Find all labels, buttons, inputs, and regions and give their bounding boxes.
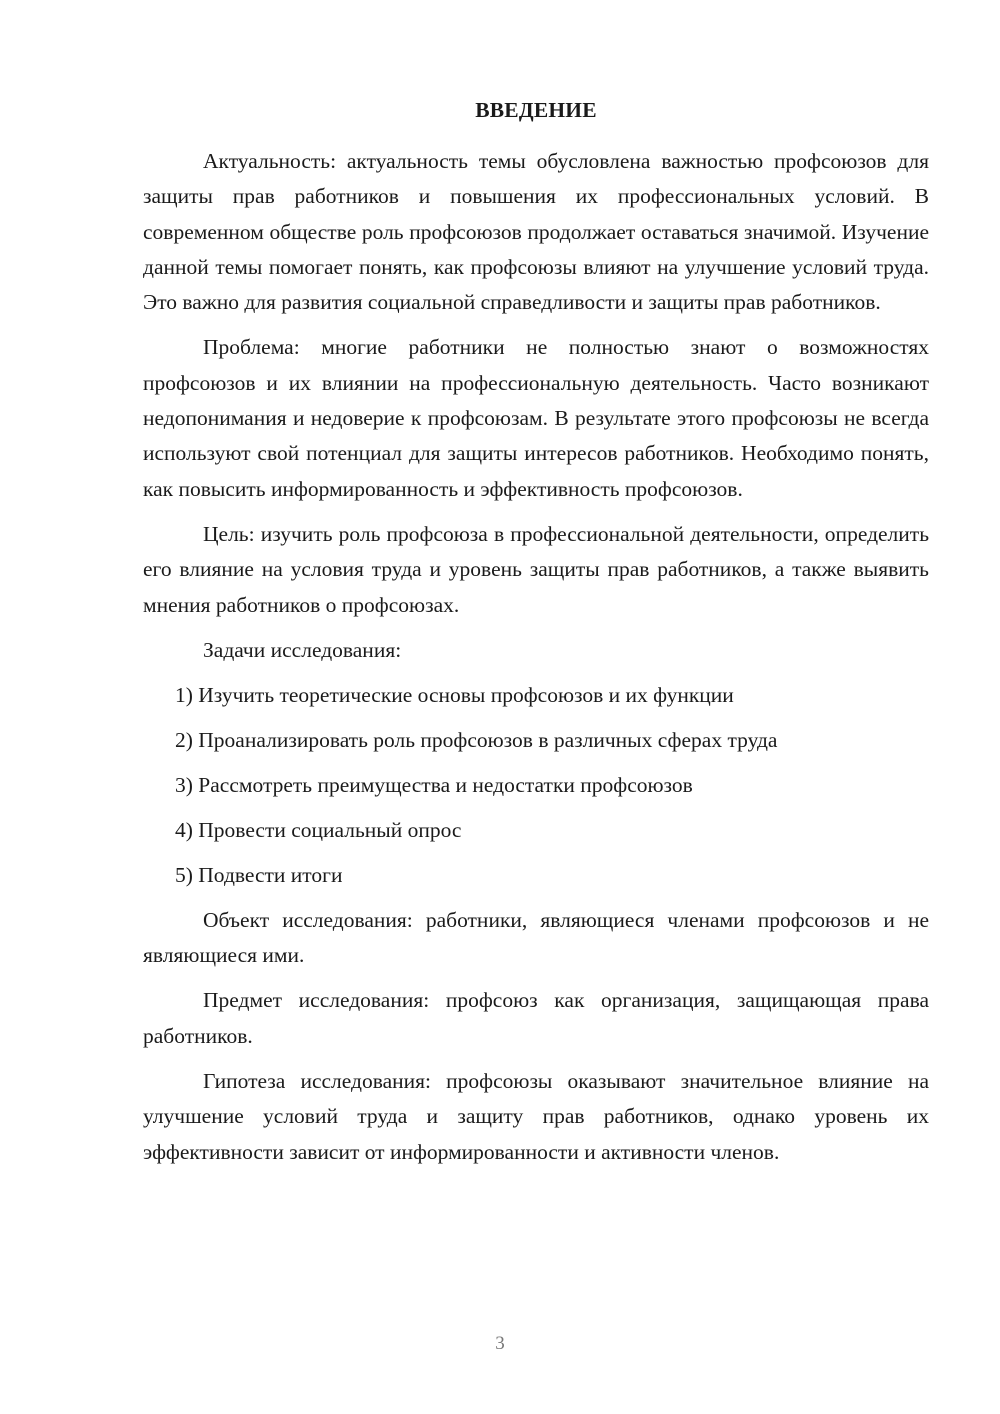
problem-paragraph: Проблема: многие работники не полностью знают о возможностях профсоюзов и их влиянии на профессиональную деятельность. Часто возникают недопонимания и недоверие к профсоюзам. В результате этого профсоюзы не всегда используют свой потенциал для защиты интересов работников. Необходимо понять, как повысить информированность и эффективность профсоюзов.: [143, 335, 929, 501]
task-item-3: 3) Рассмотреть преимущества и недостатки профсоюзов: [175, 772, 693, 797]
task-item-1: 1) Изучить теоретические основы профсоюзов и их функции: [175, 682, 734, 707]
hypothesis-paragraph: Гипотеза исследования: профсоюзы оказывают значительное влияние на улучшение условий труда и защиту прав работников, однако уровень их эффективности зависит от информированности и активности членов.: [143, 1069, 929, 1164]
tasks-list: [143, 678, 929, 893]
object-paragraph: Объект исследования: работники, являющиеся членами профсоюзов и не являющиеся ими.: [143, 907, 929, 968]
relevance-paragraph: Актуальность: актуальность темы обусловлена важностью профсоюзов для защиты прав работников и повышения их профессиональных условий. В современном обществе роль профсоюзов продолжает оставаться значимой. Изучение данной темы помогает понять, как профсоюзы влияют на улучшение условий труда. Это важно для развития социальной справедливости и защиты прав работников.: [143, 149, 929, 315]
goal-paragraph: Цель: изучить роль профсоюза в профессиональной деятельности, определить его влияние на условия труда и уровень защиты прав работников, а также выявить мнения работников о профсоюзах.: [143, 521, 929, 617]
tasks-title: Задачи исследования:: [203, 637, 402, 662]
document-page: [143, 95, 929, 1180]
task-item-4: 4) Провести социальный опрос: [175, 817, 462, 842]
section-heading: ВВЕДЕНИЕ: [475, 98, 597, 122]
task-item-5: 5) Подвести итоги: [175, 862, 343, 887]
subject-paragraph: Предмет исследования: профсоюз как организация, защищающая права работников.: [143, 988, 929, 1048]
page-number: 3: [495, 1333, 505, 1354]
task-item-2: 2) Проанализировать роль профсоюзов в различных сферах труда: [175, 727, 778, 752]
